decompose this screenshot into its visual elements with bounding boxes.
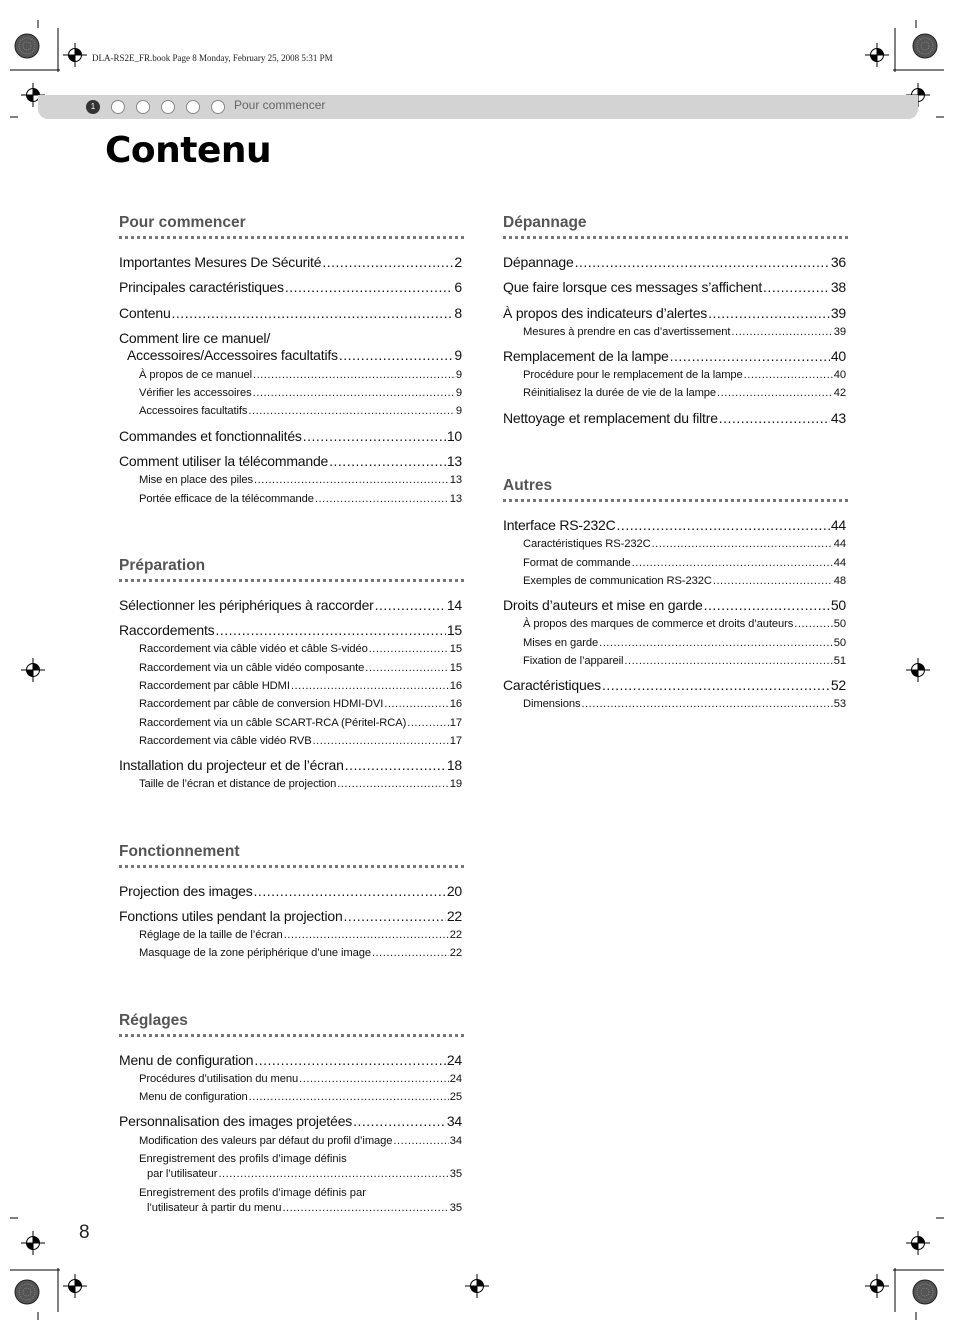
toc-subentry[interactable]: Mise en place des piles ..... 13 <box>139 474 462 486</box>
section-divider <box>119 865 464 868</box>
toc-subentry[interactable]: Accessoires facultatifs ..... 9 <box>139 405 462 417</box>
toc-subentry[interactable]: Masquage de la zone périphérique d’une image ..... 22 <box>139 947 462 959</box>
toc-subentry[interactable]: Modification des valeurs par défaut du profil d’image ..... 34 <box>139 1135 462 1147</box>
toc-subentry[interactable]: Taille de l’écran et distance de projection ..... 19 <box>139 778 462 790</box>
toc-subentry[interactable]: Réinitialisez la durée de vie de la lampe ..... 42 <box>523 387 846 399</box>
toc-subentry-line1: Enregistrement des profils d’image définis <box>139 1153 347 1165</box>
chapter-dot <box>211 100 225 114</box>
toc-subentry[interactable]: Mesures à prendre en cas d’avertissement ..... 39 <box>523 326 846 338</box>
page-title: Contenu <box>105 130 272 171</box>
toc-entry[interactable]: Personnalisation des images projetées ..... 34 <box>119 1113 462 1129</box>
section-title-autres: Autres <box>503 477 553 494</box>
print-info: DLA-RS2E_FR.book Page 8 Monday, February 25, 2008 5:31 PM <box>92 53 333 63</box>
toc-entry[interactable]: Caractéristiques ..... 52 <box>503 677 846 693</box>
toc-entry[interactable]: Commandes et fonctionnalités ..... 10 <box>119 428 462 444</box>
toc-entry[interactable]: Interface RS-232C ..... 44 <box>503 517 846 533</box>
section-title-pour-commencer: Pour commencer <box>119 214 246 231</box>
section-title-reglages: Réglages <box>119 1012 188 1029</box>
toc-subentry[interactable]: Fixation de l’appareil ..... 51 <box>523 655 846 667</box>
toc-entry[interactable]: Raccordements ..... 15 <box>119 622 462 638</box>
chapter-dot-active <box>86 100 100 114</box>
chapter-dot <box>136 100 150 114</box>
toc-subentry[interactable]: Raccordement via câble vidéo RVB ..... 17 <box>139 735 462 747</box>
toc-entry-line1: Comment lire ce manuel/ <box>119 330 271 346</box>
chapter-number: 1 <box>90 102 96 111</box>
section-title-preparation: Préparation <box>119 557 206 574</box>
toc-entry[interactable]: Contenu ..... 8 <box>119 305 462 321</box>
toc-subentry[interactable]: Raccordement via un câble SCART-RCA (Péritel-RCA) ..... 17 <box>139 717 462 729</box>
toc-entry[interactable]: Droits d’auteurs et mise en garde ..... 50 <box>503 597 846 613</box>
toc-subentry[interactable]: Procédures d’utilisation du menu ..... 24 <box>139 1073 462 1085</box>
toc-entry[interactable]: Principales caractéristiques ..... 6 <box>119 279 462 295</box>
toc-subentry[interactable]: Exemples de communication RS-232C ..... 48 <box>523 575 846 587</box>
section-divider <box>119 236 464 239</box>
section-title-fonctionnement: Fonctionnement <box>119 843 240 860</box>
toc-entry[interactable]: Sélectionner les périphériques à raccorder ..... 14 <box>119 597 462 613</box>
toc-subentry[interactable]: Raccordement par câble de conversion HDMI-DVI ..... 16 <box>139 698 462 710</box>
toc-subentry[interactable]: Mises en garde ..... 50 <box>523 637 846 649</box>
toc-subentry[interactable]: Raccordement par câble HDMI ..... 16 <box>139 680 462 692</box>
section-divider <box>503 236 848 239</box>
toc-subentry[interactable]: Portée efficace de la télécommande ..... 13 <box>139 493 462 505</box>
chapter-label: Pour commencer <box>234 98 326 112</box>
toc-entry[interactable]: Importantes Mesures De Sécurité ..... 2 <box>119 254 462 270</box>
toc-entry[interactable]: Installation du projecteur et de l’écran ..... 18 <box>119 757 462 773</box>
toc-subentry[interactable]: Dimensions ..... 53 <box>523 698 846 710</box>
toc-subentry[interactable]: Vérifier les accessoires ..... 9 <box>139 387 462 399</box>
chapter-indicator <box>86 98 236 116</box>
toc-entry[interactable]: Accessoires/Accessoires facultatifs ..... 9 <box>127 347 462 363</box>
toc-subentry[interactable]: par l’utilisateur ..... 35 <box>147 1168 462 1180</box>
section-divider <box>119 579 464 582</box>
toc-entry[interactable]: Dépannage ..... 36 <box>503 254 846 270</box>
toc-entry[interactable]: Nettoyage et remplacement du filtre ..... 43 <box>503 410 846 426</box>
toc-subentry[interactable]: l’utilisateur à partir du menu ..... 35 <box>147 1202 462 1214</box>
section-divider <box>503 499 848 502</box>
toc-entry[interactable]: Que faire lorsque ces messages s’affichent ..... 38 <box>503 279 846 295</box>
chapter-dot <box>186 100 200 114</box>
toc-entry[interactable]: À propos des indicateurs d’alertes ..... 39 <box>503 305 846 321</box>
section-title-depannage: Dépannage <box>503 214 587 231</box>
page-number: 8 <box>79 1222 90 1243</box>
toc-subentry[interactable]: Raccordement via un câble vidéo composante ..... 15 <box>139 662 462 674</box>
toc-subentry[interactable]: Menu de configuration ..... 25 <box>139 1091 462 1103</box>
chapter-dot <box>161 100 175 114</box>
toc-entry[interactable]: Fonctions utiles pendant la projection ..... 22 <box>119 908 462 924</box>
toc-subentry[interactable]: Raccordement via câble vidéo et câble S-vidéo ..... 15 <box>139 643 462 655</box>
toc-entry[interactable]: Comment utiliser la télécommande ..... 13 <box>119 453 462 469</box>
toc-subentry[interactable]: Caractéristiques RS-232C ..... 44 <box>523 538 846 550</box>
toc-subentry[interactable]: Procédure pour le remplacement de la lampe ..... 40 <box>523 369 846 381</box>
toc-subentry[interactable]: À propos de ce manuel ..... 9 <box>139 369 462 381</box>
toc-entry[interactable]: Projection des images ..... 20 <box>119 883 462 899</box>
section-divider <box>119 1034 464 1037</box>
chapter-dot <box>111 100 125 114</box>
toc-subentry-line1: Enregistrement des profils d’image définis par <box>139 1187 366 1199</box>
toc-subentry[interactable]: À propos des marques de commerce et droits d’auteurs ..... 50 <box>523 618 846 630</box>
toc-subentry[interactable]: Réglage de la taille de l’écran ..... 22 <box>139 929 462 941</box>
toc-subentry[interactable]: Format de commande ..... 44 <box>523 557 846 569</box>
toc-entry[interactable]: Remplacement de la lampe ..... 40 <box>503 348 846 364</box>
toc-entry[interactable]: Menu de configuration ..... 24 <box>119 1052 462 1068</box>
